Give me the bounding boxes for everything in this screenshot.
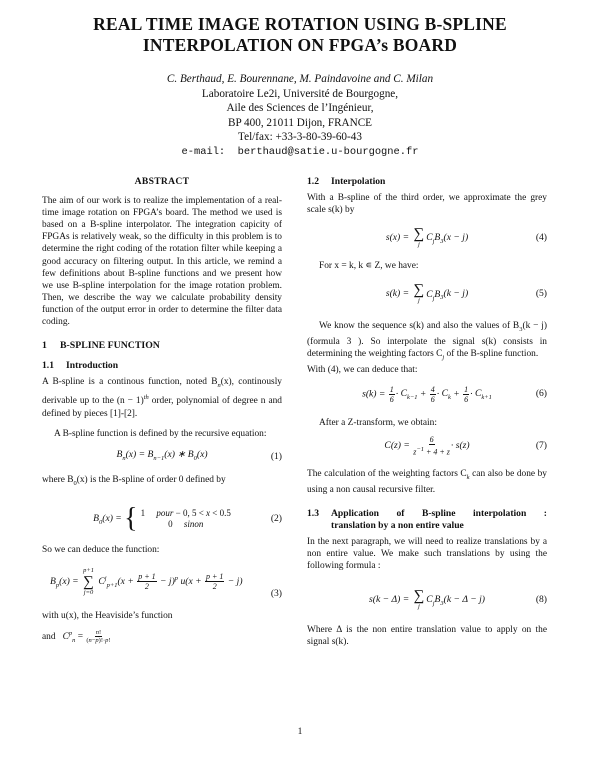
equation-6: s(k) = $\frac{1}{6}$ · $C_{k-1}$ + $\frac{4}{6}$ · $C_k$ + $\frac{1}{6}$ · $C_{k+1}$ (6) <box>362 384 547 404</box>
intro-paragraph-4: So we can deduce the function: <box>42 544 160 555</box>
intro-paragraph-2: A B-spline function is defined by the recursive equation: <box>54 428 267 439</box>
interp-paragraph-2: For x = k, k ∊ Z, we have: <box>319 261 419 272</box>
equation-2-number: (2) <box>270 512 282 524</box>
intro-paragraph-1: A B-spline is a continous function, noted $B_n(x)$, continously derivable up to the $(n - 1)^{th}$ order, polynomial of degree n and defined by pieces [1]-[2]. <box>42 377 282 419</box>
equation-7: C(z) = $\frac{6}{z^{-1} + 4 + z}$ · s(z) (7) <box>384 434 547 457</box>
right-column <box>307 176 547 648</box>
intro-paragraph-5: with u(x), the Heaviside’s function <box>42 610 173 621</box>
abstract-text: The aim of our work is to realize the implementation of a real-time image rotation on FPGA’s board. The method we used is based on a B-spline interpolator. The integration capicity of FPGAs is relatively weak, so the difficulty in this problem is to determine the right coding of the rotation filter while keeping a good accuracy on filtering output. In this article, we remind a few definitions about B-spline functions and we present how we use B-spline interpolation for the image rotation problem. Then, we describe the way we calculate probability density function of the output error in order to determine the filter data coding. <box>42 196 282 328</box>
author-names: C. Berthaud, E. Bourennane, M. Paindavoine and C. Milan <box>166 73 434 85</box>
section-1-3-heading <box>307 508 547 532</box>
equation-2: $B_0(x)$ = { 1 pour − 0, 5 < x < 0.5 0 sinon (2) <box>93 502 282 534</box>
equation-1: $B_n(x) = B_{n-1}(x)$ ∗ $B_0(x)$ (1) <box>116 448 282 462</box>
equation-5-number: (5) <box>535 288 547 300</box>
equation-4: s(x) = ∑ j $C_jB_3(x - j)$ (4) <box>385 226 547 249</box>
equation-3-number: (3) <box>270 587 282 599</box>
section-1-1-number: 1.1 <box>42 360 54 372</box>
section-1-title: B-SPLINE FUNCTION <box>60 340 160 352</box>
interp-paragraph-6: The calculation of the weighting factors $C_k$ can also be done by using a non causal recursive filter. <box>307 468 547 495</box>
interp-paragraph-4: With (4), we can deduce that: <box>307 365 418 376</box>
section-1-2-title: Interpolation <box>331 176 386 187</box>
affiliation-dept: Aile des Sciences de l’Ingénieur, <box>226 102 374 114</box>
intro-paragraph-3: where $B_0(x)$ is the B-spline of order 0 defined by <box>42 474 226 487</box>
section-1-3-title-line-1: Application of B-spline interpolation : <box>331 507 547 519</box>
section-1-1-heading <box>42 360 282 372</box>
translation-paragraph-2: Where Δ is the non entire translation value to apply on the signal s(k). <box>307 625 547 648</box>
section-1-heading <box>42 340 282 352</box>
affiliation-lab: Laboratoire Le2i, Université de Bourgogne, <box>201 87 399 100</box>
equation-8-number: (8) <box>535 594 547 606</box>
section-1-1-title: Introduction <box>66 360 119 372</box>
interp-paragraph-5: After a Z-transform, we obtain: <box>319 417 437 428</box>
interp-paragraph-3: We know the sequence s(k) and also the values of $B_3(k - j)$ (formula 3 ). So interpolate the signal s(k) consists in determining the weighting factors $C_j$ of the B-spline function. <box>307 321 547 362</box>
paper-title <box>30 14 570 56</box>
equation-4-number: (4) <box>535 232 547 244</box>
affiliation-address: BP 400, 21011 Dijon, FRANCE <box>227 116 372 129</box>
section-1-2-number: 1.2 <box>307 176 319 187</box>
author-block <box>40 72 560 159</box>
equation-8: s(k − Δ) = ∑ j $C_jB_3(k - \Delta - j)$ (8) <box>369 588 547 611</box>
intro-paragraph-6: and $C^p_n$ = $\frac{n!}{(n-p)!\cdot p!}$ <box>42 629 111 645</box>
equation-3: $B_p(x)$ = p+1 ∑ j=0 $C^j_{p+1}(x$ + $\frac{p + 1}{2}$ − j)$^p$ u(x + $\frac{p + 1}{2}$ − j) (3) <box>50 566 282 599</box>
page-number: 1 <box>297 727 303 737</box>
interp-paragraph-1: With a B-spline of the third order, we approximate the grey scale s(k) by <box>307 193 547 216</box>
left-column <box>42 176 282 647</box>
equation-7-number: (7) <box>535 439 547 451</box>
abstract-heading: ABSTRACT <box>134 176 190 187</box>
section-1-number: 1 <box>42 340 47 352</box>
title-line-2: INTERPOLATION ON FPGA’s BOARD <box>142 35 458 55</box>
equation-5: s(k) = ∑ j $C_jB_3(k - j)$ (5) <box>385 282 547 305</box>
author-email: e-mail: berthaud@satie.u-bourgogne.fr <box>181 145 419 158</box>
section-1-2-heading <box>307 176 547 188</box>
section-1-3-title-line-2: translation by a non entire value <box>331 519 464 531</box>
equation-1-number: (1) <box>270 450 282 462</box>
translation-paragraph-1: In the next paragraph, we will need to realize translations by a non entire value. We make such translations by using the following formula : <box>307 536 547 572</box>
affiliation-telfax: Tel/fax: +33-3-80-39-60-43 <box>238 131 362 143</box>
title-line-1: REAL TIME IMAGE ROTATION USING B-SPLINE <box>93 14 507 34</box>
equation-6-number: (6) <box>535 388 547 400</box>
section-1-3-number: 1.3 <box>307 507 319 519</box>
